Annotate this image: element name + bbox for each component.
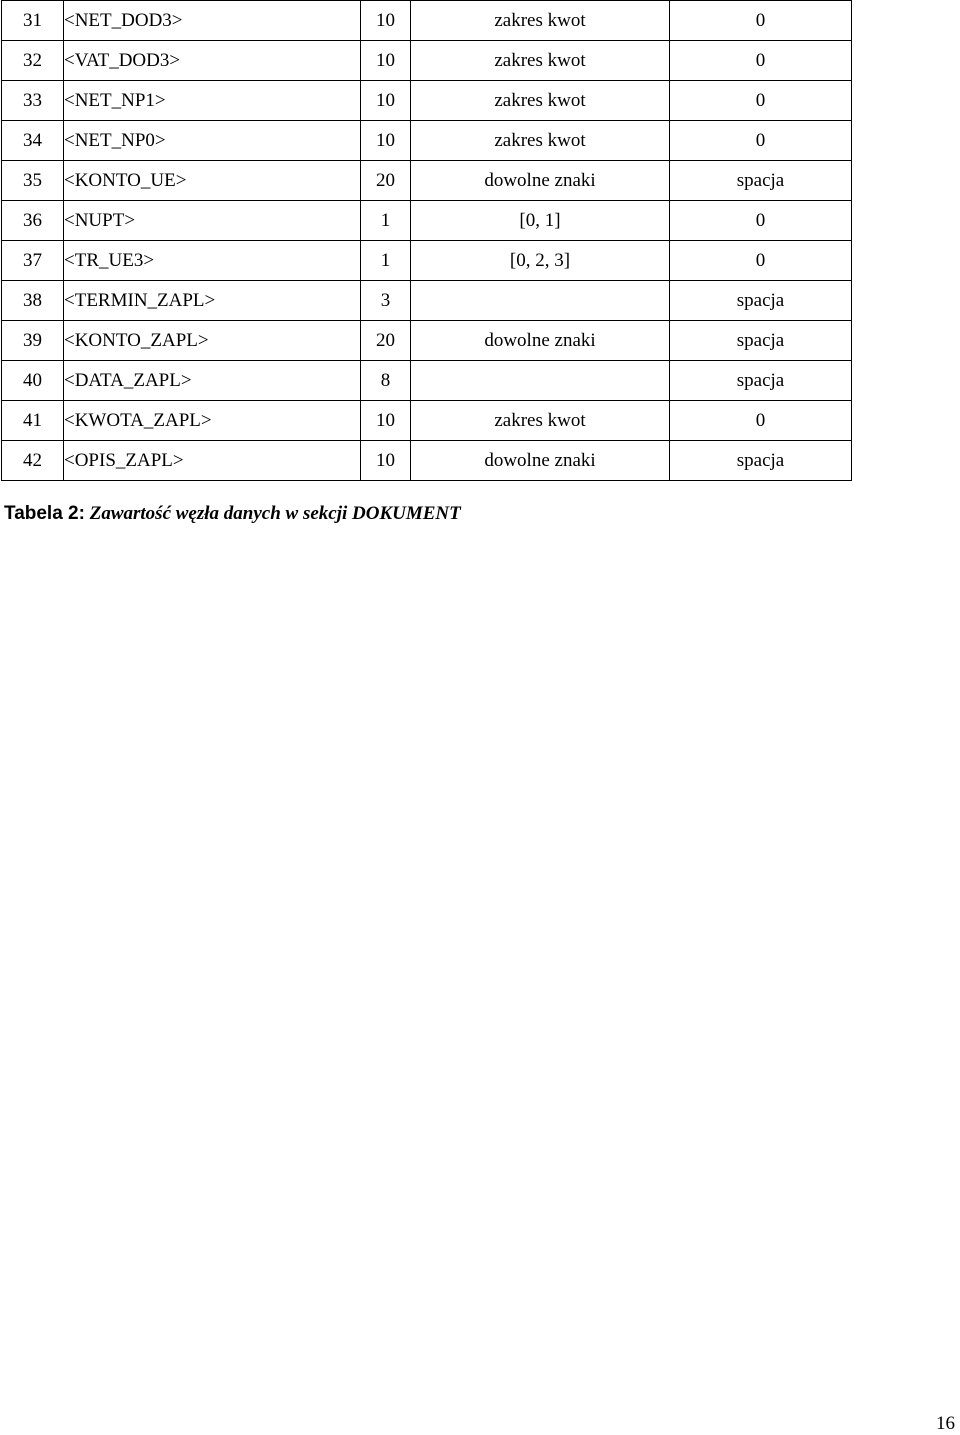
row-number-cell: 36 xyxy=(2,201,64,241)
field-tag-cell: <VAT_DOD3> xyxy=(64,41,361,81)
default-value-cell: 0 xyxy=(670,1,852,41)
table-row xyxy=(2,321,852,361)
field-length-cell: 10 xyxy=(361,401,411,441)
field-length-cell: 10 xyxy=(361,81,411,121)
table-row xyxy=(2,361,852,401)
value-range-cell: zakres kwot xyxy=(411,121,670,161)
page-number: 16 xyxy=(936,1413,955,1434)
table-row xyxy=(2,1,852,41)
table-row xyxy=(2,41,852,81)
field-tag-cell: <TR_UE3> xyxy=(64,241,361,281)
default-value-cell: 0 xyxy=(670,121,852,161)
field-length-cell: 1 xyxy=(361,201,411,241)
table-row xyxy=(2,201,852,241)
field-length-cell: 10 xyxy=(361,1,411,41)
value-range-cell: zakres kwot xyxy=(411,41,670,81)
field-tag-cell: <KONTO_UE> xyxy=(64,161,361,201)
table-row xyxy=(2,401,852,441)
field-tag-cell: <KONTO_ZAPL> xyxy=(64,321,361,361)
value-range-cell: [0, 1] xyxy=(411,201,670,241)
table-row xyxy=(2,81,852,121)
row-number-cell: 39 xyxy=(2,321,64,361)
value-range-cell: zakres kwot xyxy=(411,81,670,121)
table-row xyxy=(2,121,852,161)
row-number-cell: 31 xyxy=(2,1,64,41)
value-range-cell: dowolne znaki xyxy=(411,321,670,361)
row-number-cell: 37 xyxy=(2,241,64,281)
default-value-cell: 0 xyxy=(670,401,852,441)
row-number-cell: 34 xyxy=(2,121,64,161)
field-tag-cell: <NUPT> xyxy=(64,201,361,241)
table-caption xyxy=(4,503,461,525)
field-tag-cell: <NET_DOD3> xyxy=(64,1,361,41)
field-length-cell: 10 xyxy=(361,121,411,161)
value-range-cell: dowolne znaki xyxy=(411,441,670,481)
default-value-cell: spacja xyxy=(670,361,852,401)
row-number-cell: 35 xyxy=(2,161,64,201)
field-tag-cell: <OPIS_ZAPL> xyxy=(64,441,361,481)
default-value-cell: 0 xyxy=(670,41,852,81)
default-value-cell: 0 xyxy=(670,201,852,241)
field-length-cell: 20 xyxy=(361,321,411,361)
value-range-cell: zakres kwot xyxy=(411,401,670,441)
value-range-cell xyxy=(411,361,670,401)
table-body xyxy=(2,1,852,481)
caption-label: Tabela 2: xyxy=(4,503,85,524)
field-tag-cell: <DATA_ZAPL> xyxy=(64,361,361,401)
field-tag-cell: <NET_NP0> xyxy=(64,121,361,161)
default-value-cell: 0 xyxy=(670,81,852,121)
value-range-cell xyxy=(411,281,670,321)
default-value-cell: spacja xyxy=(670,321,852,361)
row-number-cell: 41 xyxy=(2,401,64,441)
data-node-table xyxy=(1,0,852,481)
caption-text: Zawartość węzła danych w sekcji DOKUMENT xyxy=(89,503,461,524)
value-range-cell: dowolne znaki xyxy=(411,161,670,201)
row-number-cell: 38 xyxy=(2,281,64,321)
default-value-cell: 0 xyxy=(670,241,852,281)
row-number-cell: 40 xyxy=(2,361,64,401)
row-number-cell: 33 xyxy=(2,81,64,121)
field-tag-cell: <KWOTA_ZAPL> xyxy=(64,401,361,441)
field-length-cell: 20 xyxy=(361,161,411,201)
field-length-cell: 8 xyxy=(361,361,411,401)
value-range-cell: zakres kwot xyxy=(411,1,670,41)
table-row xyxy=(2,161,852,201)
field-length-cell: 3 xyxy=(361,281,411,321)
default-value-cell: spacja xyxy=(670,441,852,481)
value-range-cell: [0, 2, 3] xyxy=(411,241,670,281)
default-value-cell: spacja xyxy=(670,161,852,201)
table-row xyxy=(2,441,852,481)
field-length-cell: 10 xyxy=(361,41,411,81)
row-number-cell: 32 xyxy=(2,41,64,81)
field-tag-cell: <NET_NP1> xyxy=(64,81,361,121)
field-tag-cell: <TERMIN_ZAPL> xyxy=(64,281,361,321)
field-length-cell: 1 xyxy=(361,241,411,281)
table-row xyxy=(2,241,852,281)
default-value-cell: spacja xyxy=(670,281,852,321)
row-number-cell: 42 xyxy=(2,441,64,481)
field-length-cell: 10 xyxy=(361,441,411,481)
table-row xyxy=(2,281,852,321)
